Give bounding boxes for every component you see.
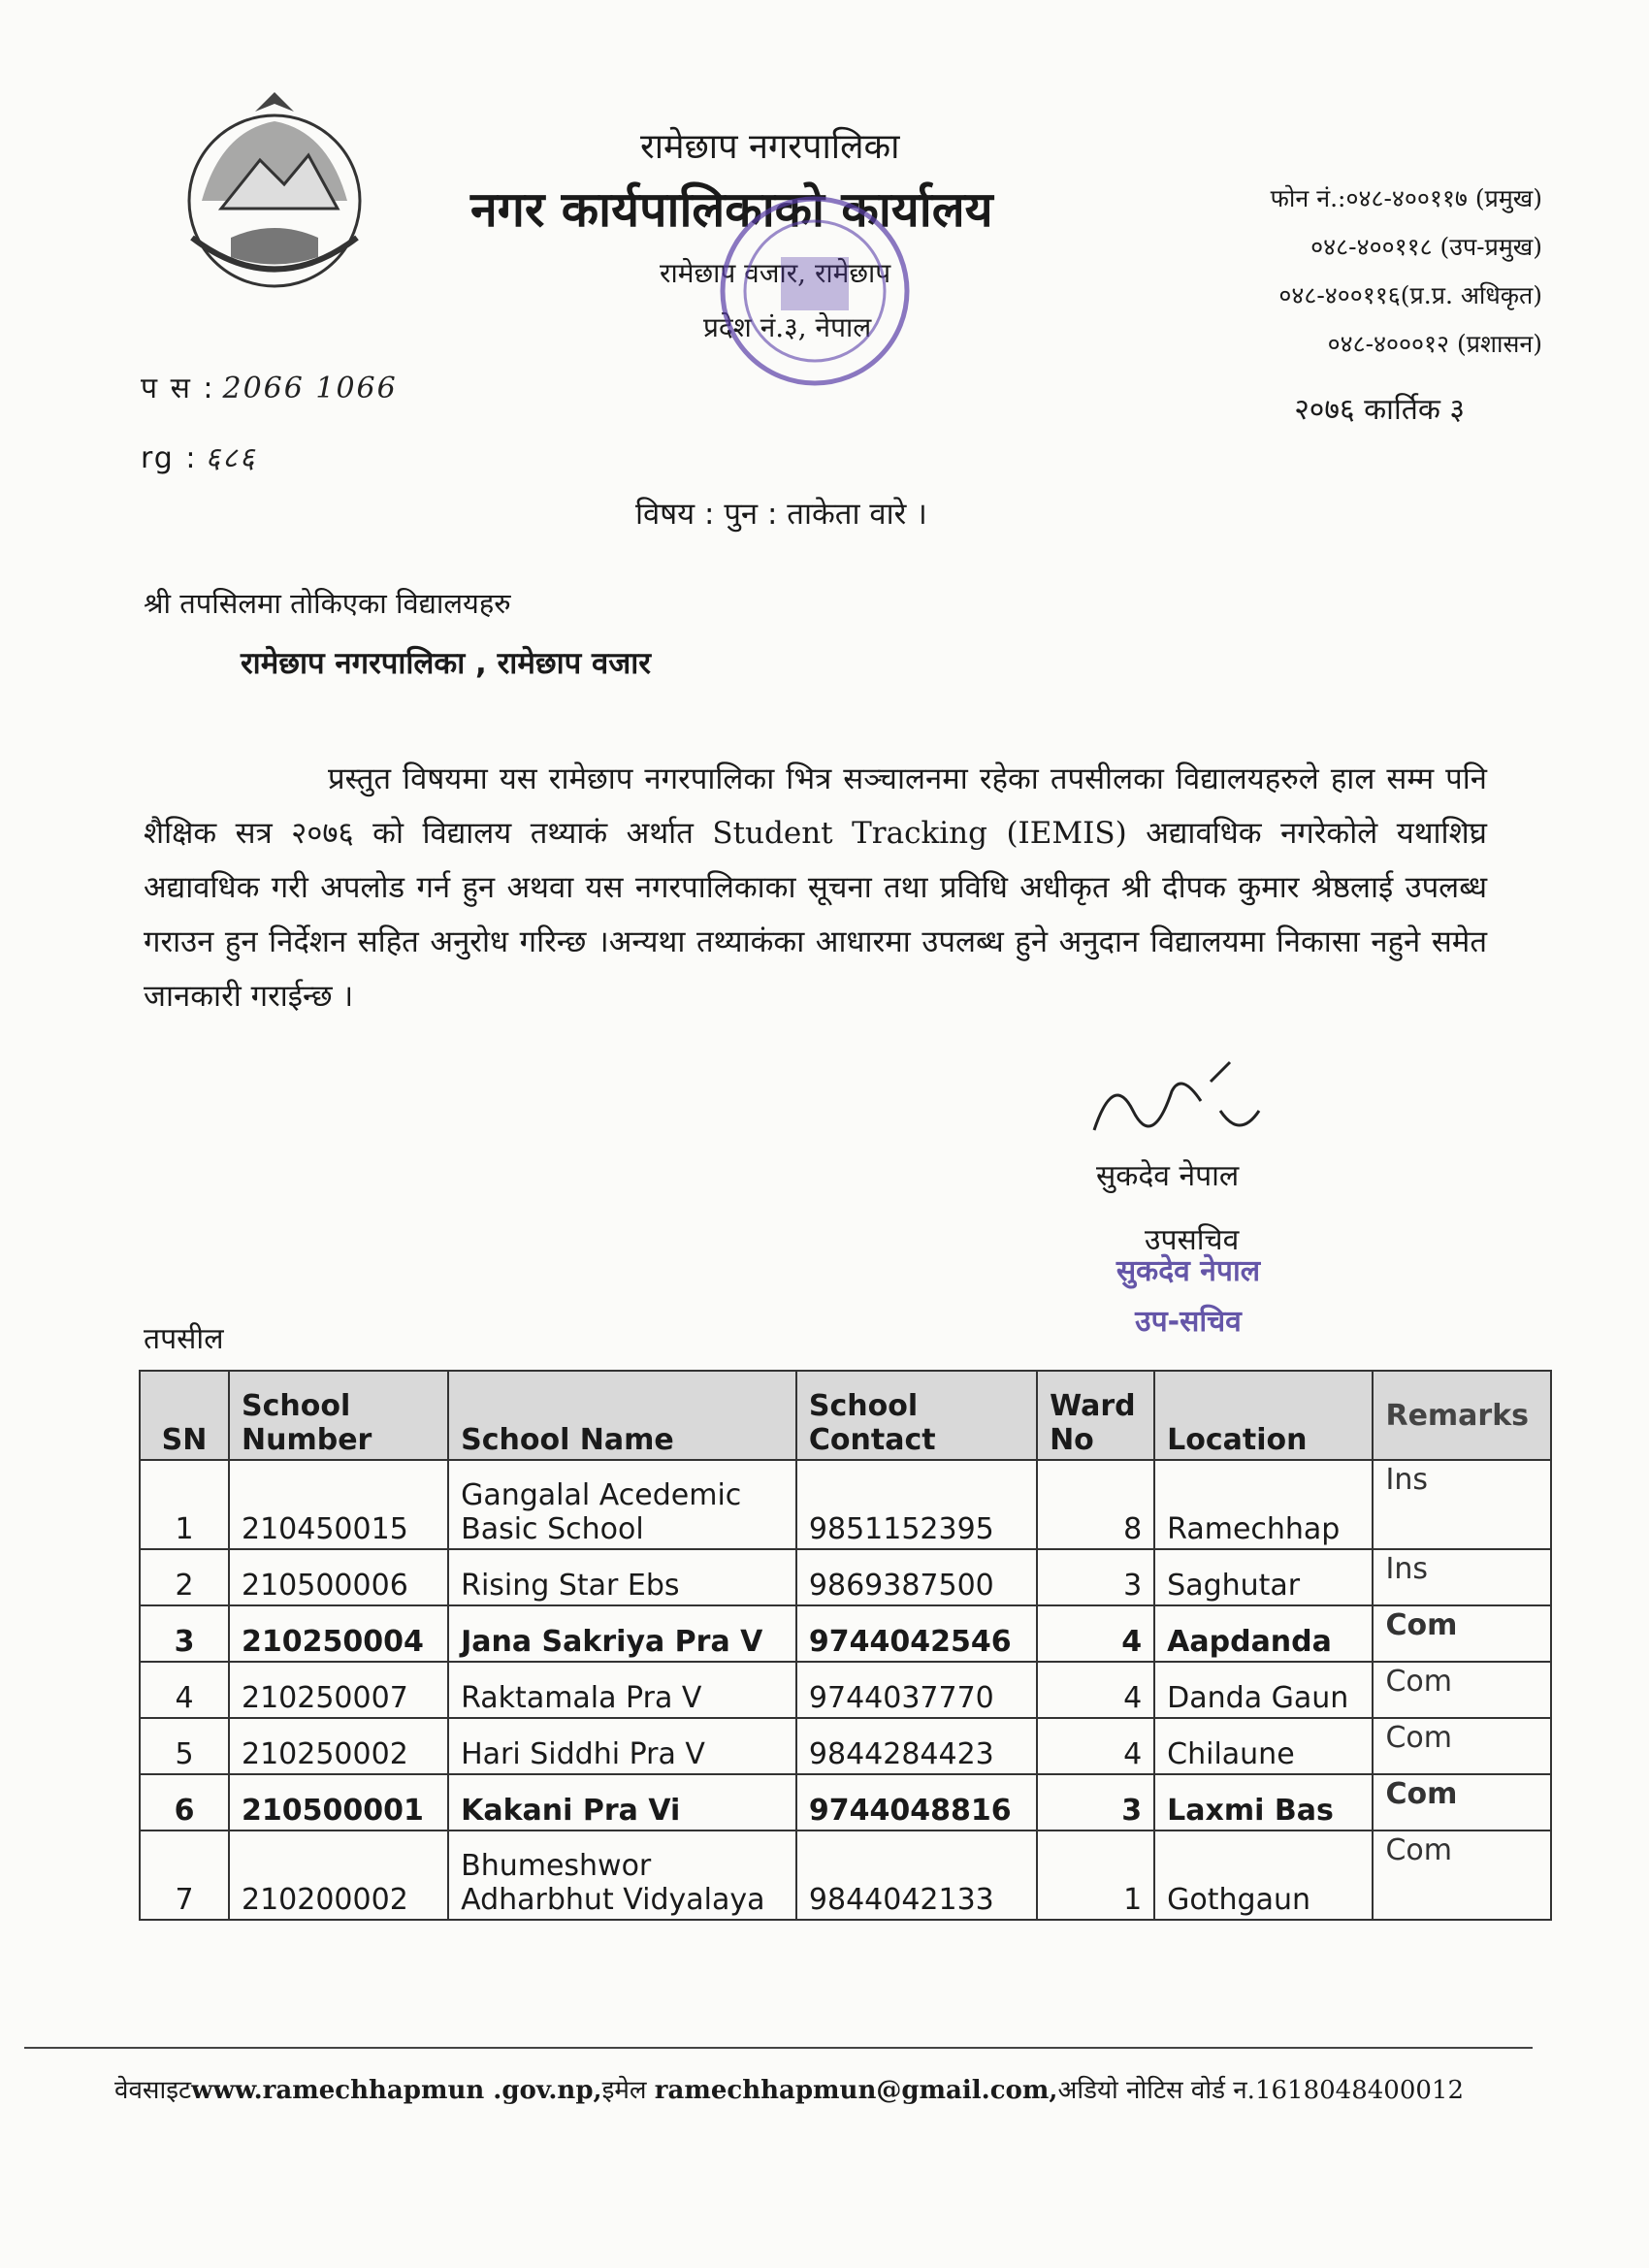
seal-title: उप-सचिव — [1135, 1305, 1242, 1339]
table-row: 2 210500006 Rising Star Ebs 9869387500 3 Saghutar Ins — [140, 1549, 1551, 1605]
table-row: 7 210200002 Bhumeshwor Adharbhut Vidyalaya 9844042133 1 Gothgaun Com — [140, 1831, 1551, 1920]
footer-divider — [24, 2047, 1533, 2049]
addressee-line1: श्री तपसिलमा तोकिएका विद्यालयहरु — [144, 587, 511, 620]
ref-ps — [141, 367, 398, 406]
office-province: प्रदेश नं.३, नेपाल — [703, 311, 872, 343]
subject-line: विषय : पुन : ताकेता वारे । — [635, 497, 927, 532]
table-row: 6 210500001 Kakani Pra Vi 9744048816 3 Laxmi Bas Com — [140, 1774, 1551, 1831]
office-stamp — [698, 175, 931, 407]
signer-seal — [1091, 1247, 1285, 1347]
addressee-line2: रामेछाप नगरपालिका , रामेछाप वजार — [241, 646, 651, 681]
letter-body — [144, 752, 1487, 1023]
table-row: 3 210250004 Jana Sakriya Pra V 9744042546 4 Aapdanda Com — [140, 1605, 1551, 1662]
footer-notice-number: 1618048400012 — [1254, 2076, 1464, 2105]
header-ward: Ward No — [1037, 1371, 1154, 1460]
phone-admin: ०४८-४०००१२ (प्रशासन) — [1327, 330, 1542, 358]
phone-deputy: ०४८-४००११८ (उप-प्रमुख) — [1310, 233, 1542, 261]
ref-ps-label: प स : — [141, 372, 215, 405]
footer-website-label: वेवसाइट — [114, 2076, 192, 2105]
office-address: रामेछाप वजार, रामेछाप — [660, 257, 891, 289]
letter-date: २०७६ कार्तिक ३ — [1294, 393, 1465, 427]
table-row: 5 210250002 Hari Siddhi Pra V 9844284423 4 Chilaune Com — [140, 1718, 1551, 1774]
ref-cn-value: ६८६ — [205, 441, 257, 475]
phone-chief: फोन नं.:०४८-४००११७ (प्रमुख) — [1270, 184, 1542, 212]
schools-table — [139, 1370, 1552, 1921]
office-name: नगर कार्यपालिकाको कार्यालय — [470, 180, 993, 238]
signer-title: उपसचिव — [1145, 1223, 1240, 1257]
body-text: प्रस्तुत विषयमा यस रामेछाप नगरपालिका भित्र सञ्चालनमा रहेका तपसीलका विद्यालयहरुले हाल सम्म पनि शैक्षिक सत्र २०७६ को विद्यालय तथ्याकं अर्थात Student Tracking (IEMIS) अद्यावधिक नगरेकोले यथाशिघ्र अद्यावधिक गरी अपलोड गर्न हुन अथवा यस नगरपालिकाका सूचना तथा प्रविधि अधीकृत श्री दीपक कुमार श्रेष्ठलाई उपलब्ध गराउन हुन निर्देशन सहित अनुरोध गरिन्छ ।अन्यथा तथ्याकंका आधारमा उपलब्ध हुने अनुदान विद्यालयमा निकासा नहुने समेत जानकारी गराईन्छ । — [144, 761, 1487, 1014]
header-remarks: Remarks — [1373, 1371, 1551, 1460]
header-location: Location — [1154, 1371, 1373, 1460]
government-emblem-logo — [163, 92, 386, 306]
table-row: 1 210450015 Gangalal Acedemic Basic School 9851152395 8 Ramechhap Ins — [140, 1460, 1551, 1549]
phone-cao: ०४८-४००११६(प्र.प्र. अधिकृत) — [1278, 281, 1542, 309]
table-header-row — [140, 1371, 1551, 1460]
ref-cn — [141, 437, 256, 476]
signer-name: सुकदेव नेपाल — [1096, 1159, 1240, 1193]
table-row: 4 210250007 Raktamala Pra V 9744037770 4 Danda Gaun Com — [140, 1662, 1551, 1718]
municipality-name: रामेछाप नगरपालिका — [640, 127, 900, 167]
footer-email: ramechhapmun@gmail.com, — [654, 2076, 1058, 2105]
ref-cn-label: rg : — [141, 441, 198, 475]
footer-website: www.ramechhapmun .gov.np, — [191, 2076, 602, 2105]
footer-notice-label: अडियो नोटिस वोर्ड न. — [1057, 2076, 1255, 2105]
footer-email-label: इमेल — [601, 2076, 647, 2105]
schedule-label: तपसील — [144, 1322, 224, 1356]
phone-numbers — [1271, 175, 1542, 369]
header-contact: School Contact — [796, 1371, 1037, 1460]
header-sn: SN — [140, 1371, 229, 1460]
handwritten-signature — [1084, 1053, 1278, 1159]
ref-ps-value: 2066 1066 — [222, 372, 398, 405]
footer-contact — [114, 2071, 1464, 2106]
header-school-name: School Name — [448, 1371, 796, 1460]
seal-name: सुकदेव नेपाल — [1116, 1254, 1261, 1288]
header-school-number: School Number — [229, 1371, 448, 1460]
